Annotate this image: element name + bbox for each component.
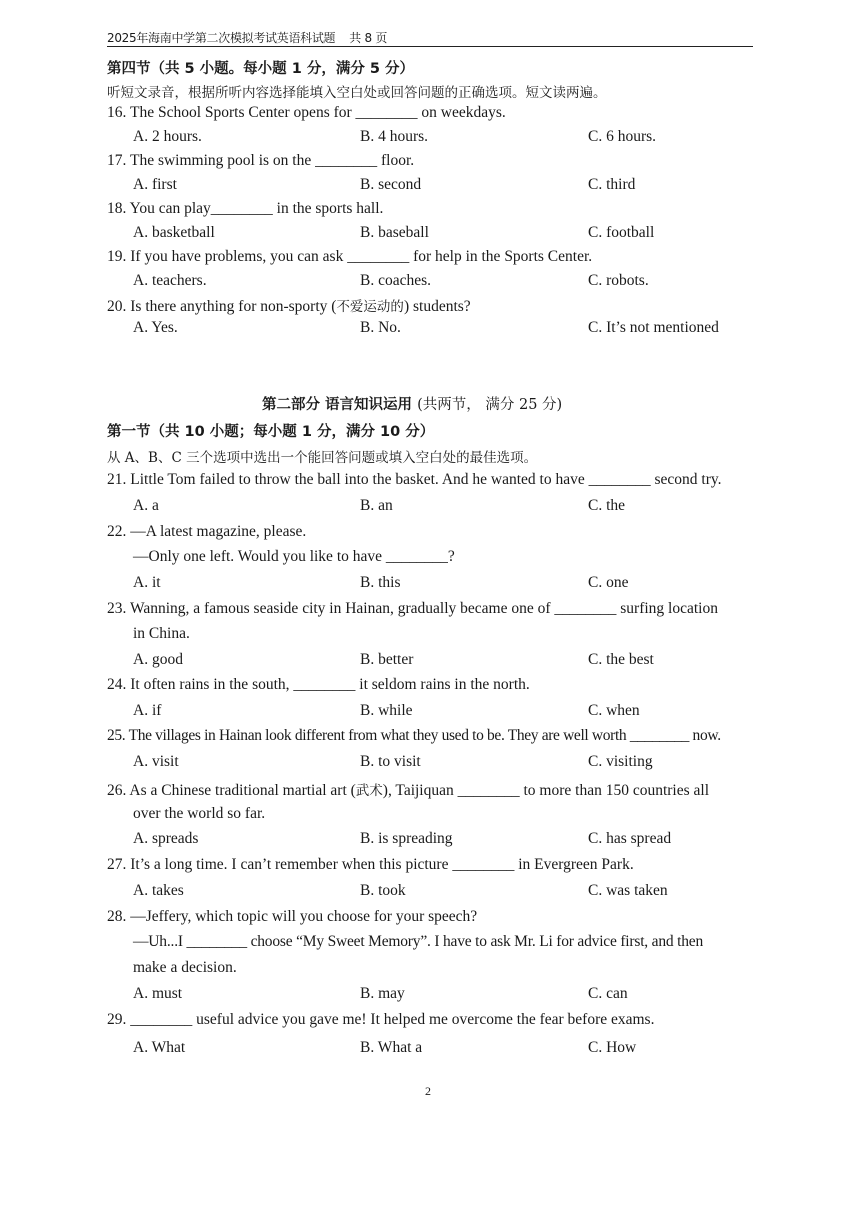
- question-22-option-a: A. it: [133, 574, 161, 591]
- question-19-option-c: C. robots.: [588, 272, 649, 289]
- question-17-option-a: A. first: [133, 176, 177, 193]
- section4-instruction: 听短文录音，根据所听内容选择能填入空白处或回答问题的正确选项。短文读两遍。: [107, 85, 607, 101]
- question-21-stem: 21. Little Tom failed to throw the ball into the basket. And he wanted to have ________ second try.: [107, 471, 722, 488]
- question-20-option-a: A. Yes.: [133, 319, 178, 336]
- question-27-stem: 27. It’s a long time. I can’t remember when this picture ________ in Evergreen Park.: [107, 856, 634, 873]
- question-26-option-a: A. spreads: [133, 830, 199, 847]
- question-28-stem-line3: make a decision.: [133, 959, 237, 976]
- question-16-option-a: A. 2 hours.: [133, 128, 202, 145]
- question-26-stem-line1: [107, 779, 709, 800]
- page-number: 2: [425, 1084, 431, 1098]
- part2-title-text: 第二部分 语言知识运用: [262, 397, 413, 413]
- question-24-stem: 24. It often rains in the south, ________ it seldom rains in the north.: [107, 676, 530, 693]
- question-28-option-a: A. must: [133, 985, 183, 1002]
- question-17-stem: 17. The swimming pool is on the ________ floor.: [107, 152, 415, 169]
- question-21-option-b: B. an: [360, 497, 393, 514]
- question-16-option-c: C. 6 hours.: [588, 128, 657, 145]
- question-20-gloss: 不爱运动的: [336, 299, 404, 315]
- question-24-option-c: C. when: [588, 702, 640, 719]
- question-26-stem-line2: over the world so far.: [133, 805, 266, 822]
- question-18-option-c: C. football: [588, 224, 655, 241]
- question-19-option-b: B. coaches.: [360, 272, 432, 289]
- question-27-option-a: A. takes: [133, 882, 184, 899]
- question-27-option-b: B. took: [360, 882, 406, 899]
- question-25-option-a: A. visit: [133, 753, 179, 770]
- question-25-option-b: B. to visit: [360, 753, 421, 770]
- question-23-option-c: C. the best: [588, 651, 654, 668]
- question-29-option-a: A. What: [133, 1039, 186, 1056]
- question-19-option-a: A. teachers.: [133, 272, 207, 289]
- question-28-stem-line2: —Uh...I ________ choose “My Sweet Memory”. I have to ask Mr. Li for advice first, and then: [133, 933, 704, 950]
- question-23-option-b: B. better: [360, 651, 414, 668]
- question-29-option-b: B. What a: [360, 1039, 423, 1056]
- question-26-stem-text: 26. As a Chinese traditional martial art (: [107, 782, 356, 799]
- question-26-option-c: C. has spread: [588, 830, 672, 847]
- question-22-stem-line2: —Only one left. Would you like to have ________?: [133, 548, 455, 565]
- question-23-stem-line2: in China.: [133, 625, 190, 642]
- question-17-option-c: C. third: [588, 176, 636, 193]
- question-24-option-b: B. while: [360, 702, 413, 719]
- question-20-stem: [107, 295, 471, 316]
- question-18-option-b: B. baseball: [360, 224, 429, 241]
- question-16-stem: 16. The School Sports Center opens for ________ on weekdays.: [107, 104, 506, 121]
- question-21-option-c: C. the: [588, 497, 626, 514]
- total-pages: 共 8 页: [349, 31, 388, 45]
- part2-title-score: (共两节， 满分 25 分): [417, 397, 563, 413]
- question-20-option-c: C. It’s not mentioned: [588, 319, 719, 336]
- question-27-option-c: C. was taken: [588, 882, 668, 899]
- question-22-option-c: C. one: [588, 574, 629, 591]
- question-18-stem: 18. You can play________ in the sports hall.: [107, 200, 384, 217]
- question-26-gloss: 武术: [355, 783, 383, 799]
- section1-heading: 第一节（共 10 小题；每小题 1 分，满分 10 分）: [107, 424, 435, 440]
- question-19-stem: 19. If you have problems, you can ask ________ for help in the Sports Center.: [107, 248, 593, 265]
- question-18-option-a: A. basketball: [133, 224, 215, 241]
- question-20-stem-end: ) students?: [403, 298, 471, 315]
- question-26-option-b: B. is spreading: [360, 830, 453, 847]
- question-16-option-b: B. 4 hours.: [360, 128, 429, 145]
- question-22-stem-line1: 22. —A latest magazine, please.: [107, 523, 307, 540]
- question-23-option-a: A. good: [133, 651, 183, 668]
- question-22-option-b: B. this: [360, 574, 401, 591]
- question-20-stem-text: 20. Is there anything for non-sporty (: [107, 298, 337, 315]
- question-23-stem-line1: 23. Wanning, a famous seaside city in Hainan, gradually became one of ________ surfing location: [107, 600, 718, 617]
- question-29-option-c: C. How: [588, 1039, 637, 1056]
- section1-instruction: 从 A、B、C 三个选项中选出一个能回答问题或填入空白处的最佳选项。: [107, 450, 538, 466]
- section4-heading: 第四节（共 5 小题。每小题 1 分，满分 5 分）: [107, 61, 415, 77]
- question-26-stem-end: ), Taijiquan ________ to more than 150 countries all: [382, 782, 710, 799]
- exam-title: 2025年海南中学第二次模拟考试英语科试题: [107, 31, 336, 45]
- question-25-option-c: C. visiting: [588, 753, 653, 770]
- question-29-stem: 29. ________ useful advice you gave me! It helped me overcome the fear before exams.: [107, 1011, 655, 1028]
- question-28-stem-line1: 28. —Jeffery, which topic will you choose for your speech?: [107, 908, 478, 925]
- question-24-option-a: A. if: [133, 702, 162, 719]
- page-header: [107, 30, 753, 47]
- question-28-option-b: B. may: [360, 985, 405, 1002]
- question-21-option-a: A. a: [133, 497, 159, 514]
- question-20-option-b: B. No.: [360, 319, 401, 336]
- question-28-option-c: C. can: [588, 985, 628, 1002]
- part2-title: [262, 393, 562, 414]
- question-17-option-b: B. second: [360, 176, 422, 193]
- question-25-stem: 25. The villages in Hainan look different from what they used to be. They are well worth ________ now.: [107, 727, 721, 744]
